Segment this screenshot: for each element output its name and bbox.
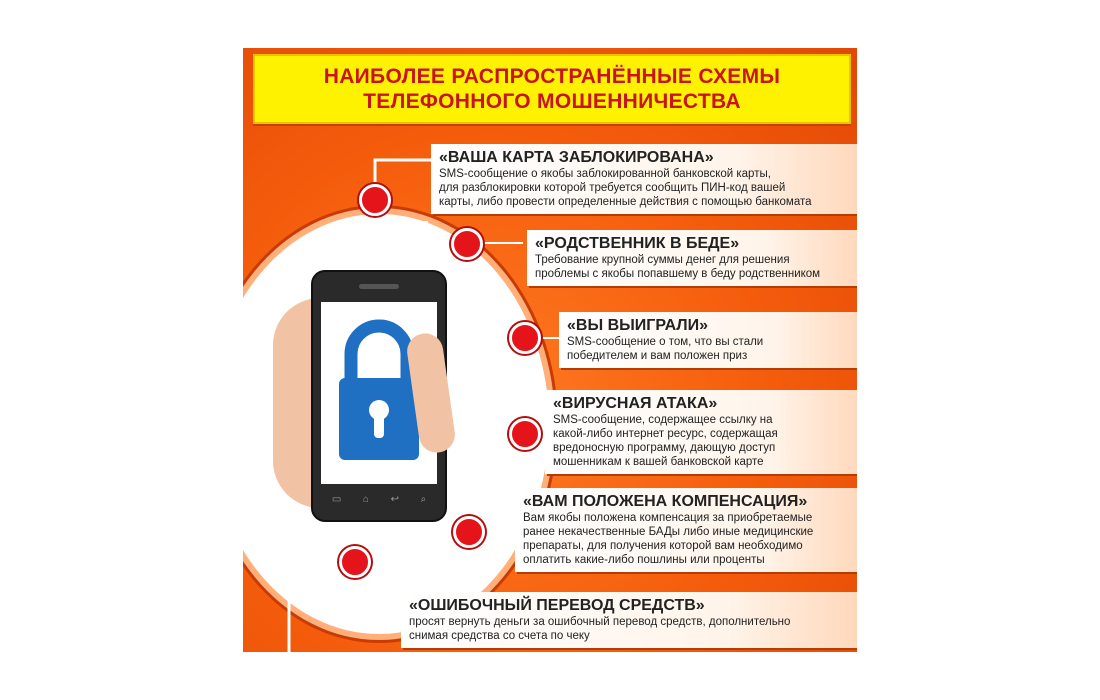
scheme-card-3	[559, 312, 857, 368]
title-line-1: НАИБОЛЕЕ РАСПРОСТРАНЁННЫЕ СХЕМЫ	[323, 65, 781, 88]
scheme-text: победителем и вам положен приз	[567, 350, 748, 362]
scheme-text: ранее некачественные БАДы либо иные медицинские	[523, 526, 814, 538]
scheme-text: мошенникам к вашей банковской карте	[553, 456, 764, 468]
scheme-text: SMS-сообщение, содержащее ссылку на	[553, 414, 773, 426]
scheme-card-5	[515, 488, 857, 572]
scheme-text: Вам якобы положена компенсация за приобретаемые	[523, 512, 813, 524]
scheme-title: «ОШИБОЧНЫЙ ПЕРЕВОД СРЕДСТВ»	[409, 597, 705, 614]
bullet-dot-6	[339, 546, 371, 578]
scheme-card-6	[401, 592, 857, 648]
menu-icon: ▭	[331, 494, 342, 505]
bullet-dot-5	[453, 516, 485, 548]
phone-softkeys	[321, 494, 437, 505]
bullet-dot-1	[359, 184, 391, 216]
bullet-dot-3	[509, 322, 541, 354]
scheme-text: просят вернуть деньги за ошибочный перевод средств, дополнительно	[409, 616, 791, 628]
scheme-text: препараты, для получения которой вам необходимо	[523, 540, 803, 552]
bullet-dot-2	[451, 228, 483, 260]
scheme-text: оплатить какие-либо пошлины или проценты	[523, 554, 765, 566]
scheme-title: «ВАМ ПОЛОЖЕНА КОМПЕНСАЦИЯ»	[523, 493, 808, 510]
scheme-text: проблемы с якобы попавшему в беду родственником	[535, 268, 821, 280]
scheme-text: карты, либо провести определенные действия с помощью банкомата	[439, 196, 812, 208]
scheme-title: «ВИРУСНАЯ АТАКА»	[553, 395, 718, 412]
scheme-card-2	[527, 230, 857, 286]
scheme-title: «ВАША КАРТА ЗАБЛОКИРОВАНА»	[439, 149, 714, 166]
scheme-text: SMS-сообщение о якобы заблокированной банковской карты,	[439, 168, 771, 180]
bullet-dot-4	[509, 418, 541, 450]
phone-speaker	[359, 284, 399, 289]
scheme-text: SMS-сообщение о том, что вы стали	[567, 336, 764, 348]
title-banner	[253, 54, 851, 124]
scheme-text: Требование крупной суммы денег для решения	[535, 254, 790, 266]
scheme-card-1	[431, 144, 857, 214]
scheme-text: вредоносную программу, дающую доступ	[553, 442, 776, 454]
scheme-title: «РОДСТВЕННИК В БЕДЕ»	[535, 235, 740, 252]
back-icon: ↩	[390, 494, 399, 505]
scheme-text: снимая средства со счета по чеку	[409, 630, 590, 642]
fraud-poster	[243, 48, 857, 652]
scheme-card-4	[545, 390, 857, 474]
scheme-text: для разблокировки которой требуется сообщить ПИН-код вашей	[439, 182, 786, 194]
scheme-text: какой-либо интернет ресурс, содержащая	[553, 428, 778, 440]
scheme-title: «ВЫ ВЫИГРАЛИ»	[567, 317, 708, 334]
search-icon: ⌕	[420, 494, 427, 505]
home-icon: ⌂	[362, 494, 369, 505]
title-line-2: ТЕЛЕФОННОГО МОШЕННИЧЕСТВА	[363, 90, 741, 113]
